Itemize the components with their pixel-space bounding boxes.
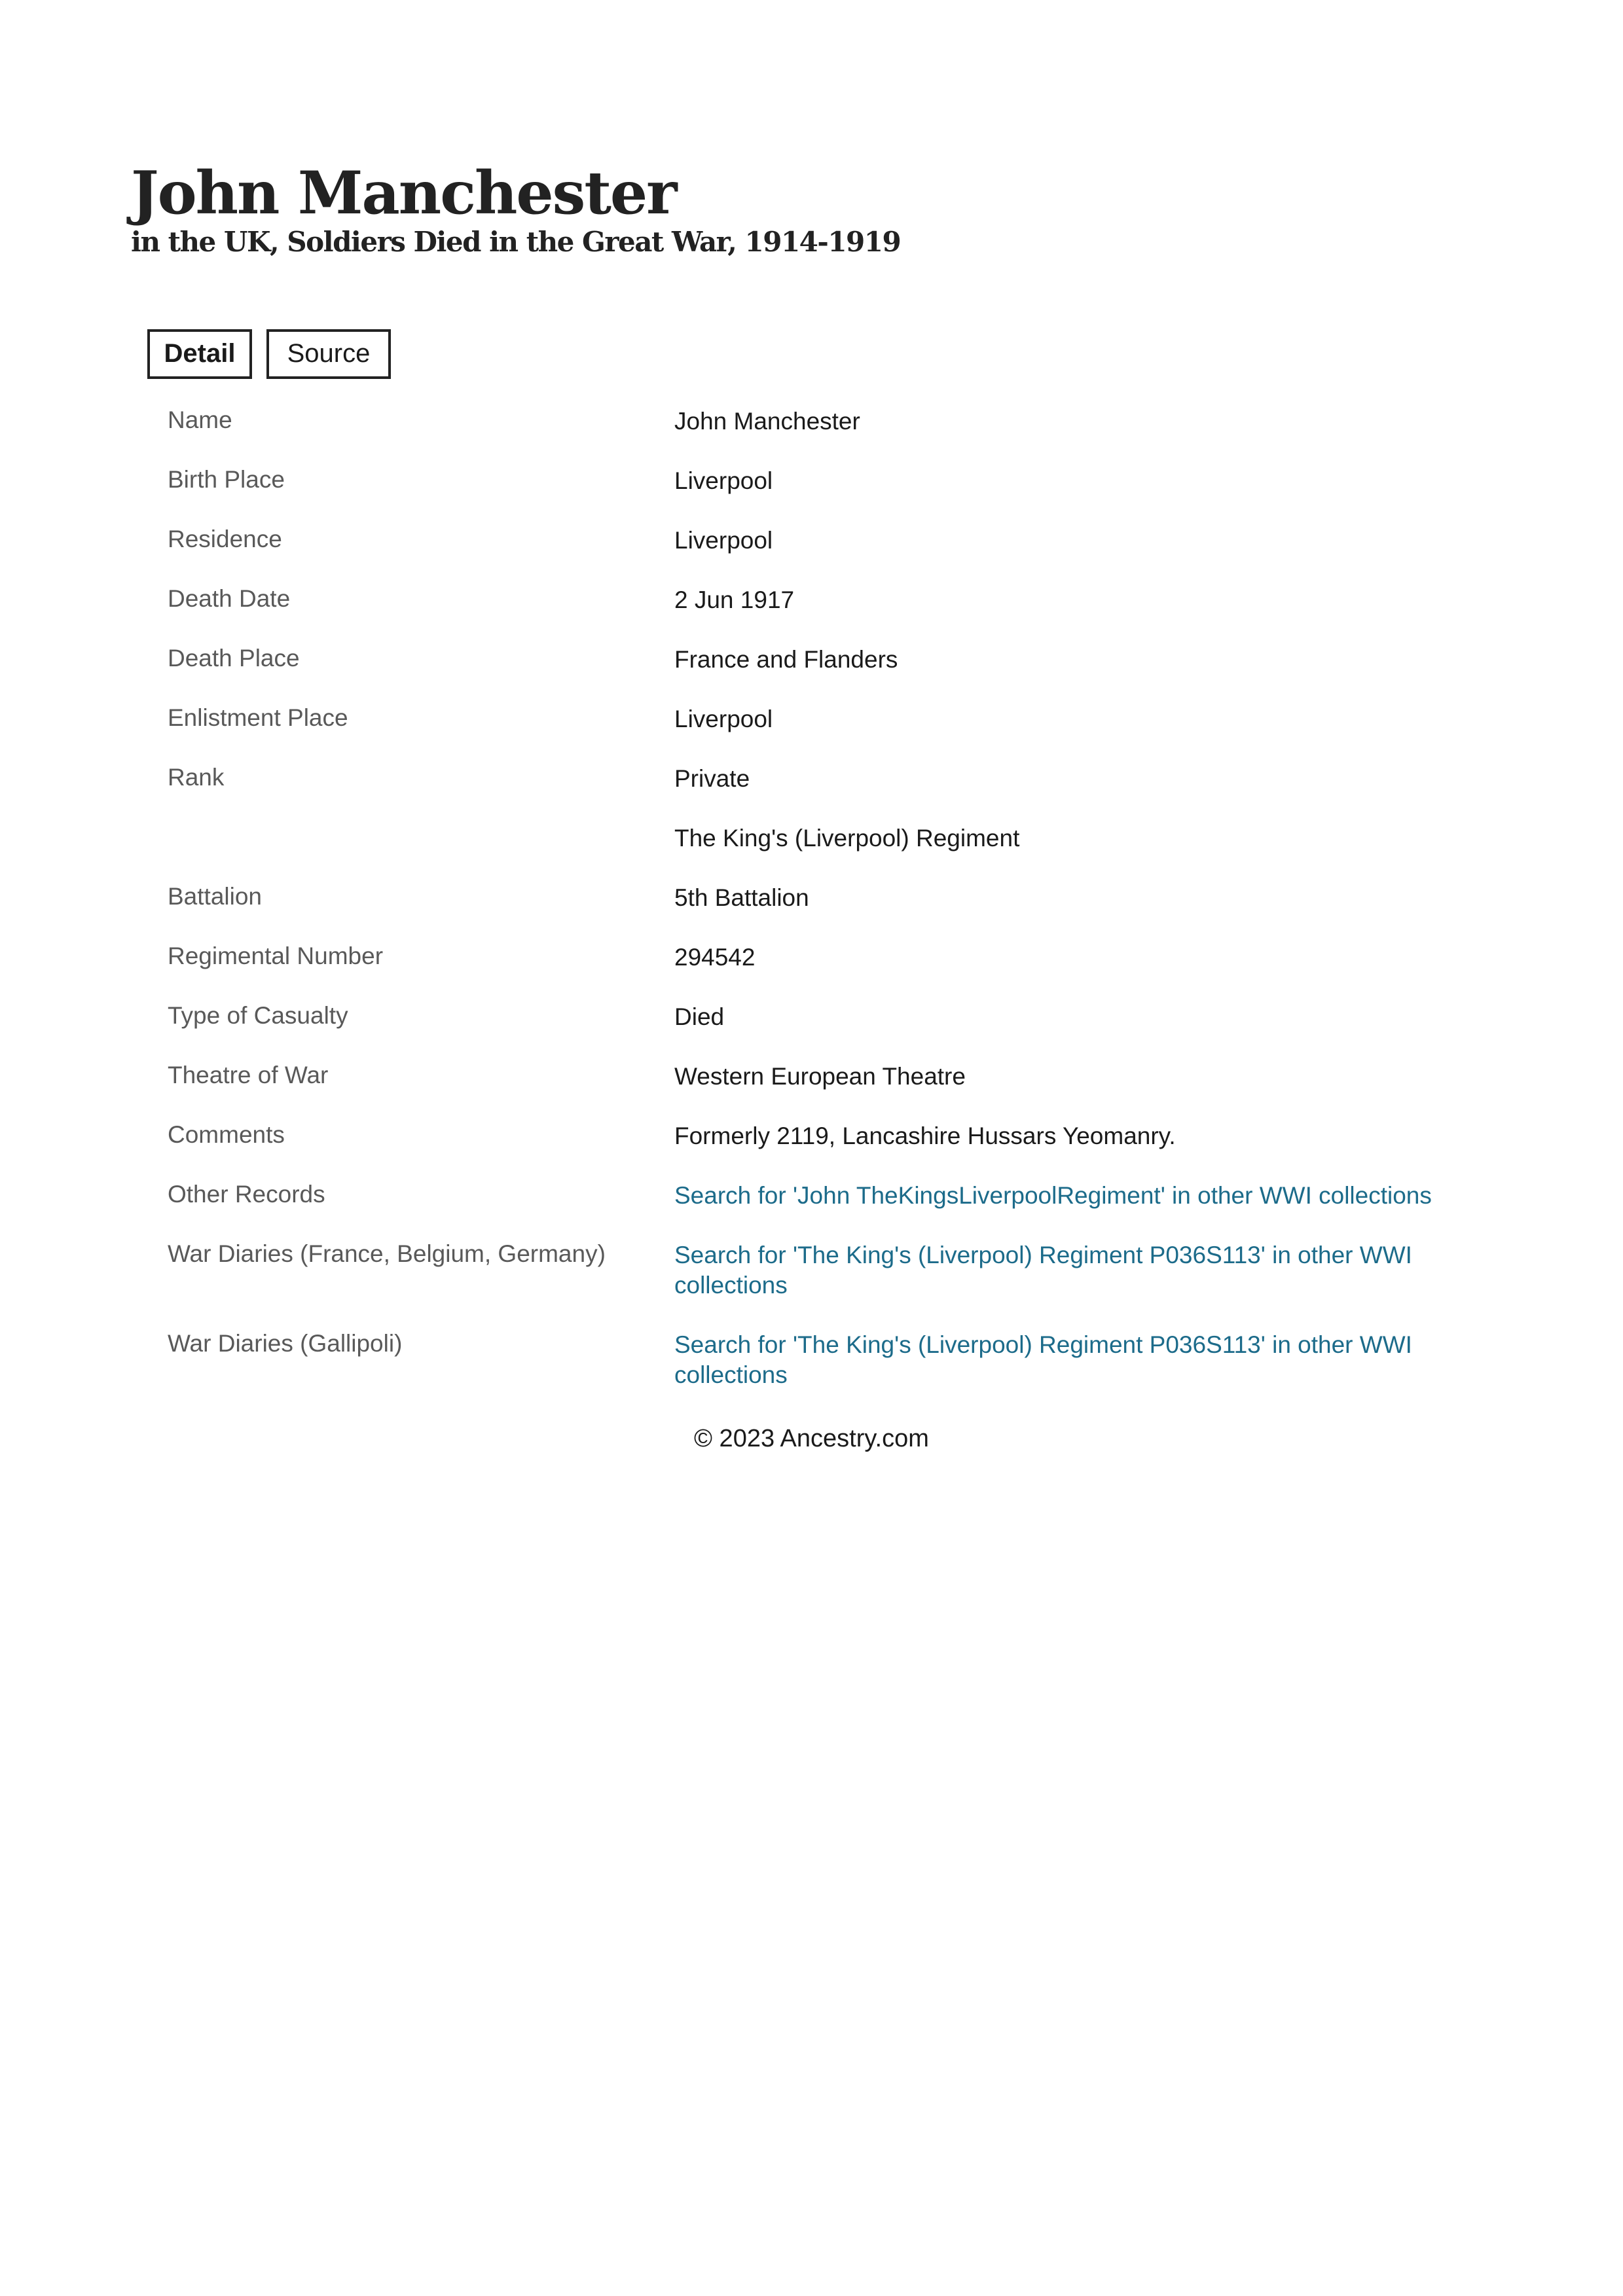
enlistment-place-value: Liverpool [674, 706, 773, 732]
name-value: John Manchester [674, 408, 860, 435]
war-diaries-gallipoli-search-link[interactable]: Search for 'The King's (Liverpool) Regiment P036S113' in other WWI collections [674, 1331, 1412, 1388]
name-label: Name [168, 406, 232, 433]
regiment-value: The King's (Liverpool) Regiment [674, 825, 1020, 852]
battalion-value: 5th Battalion [674, 884, 809, 911]
birth-place-label: Birth Place [168, 466, 285, 493]
birth-place-value: Liverpool [674, 467, 773, 494]
other-records-search-link[interactable]: Search for 'John TheKingsLiverpoolRegiment' in other WWI collections [674, 1182, 1432, 1209]
residence-value: Liverpool [674, 527, 773, 554]
type-of-casualty-label: Type of Casualty [168, 1002, 348, 1029]
enlistment-place-label: Enlistment Place [168, 704, 348, 731]
regimental-number-label: Regimental Number [168, 942, 384, 969]
death-place-value: France and Flanders [674, 646, 898, 673]
copyright-footer: © 2023 Ancestry.com [694, 1425, 929, 1452]
death-date-value: 2 Jun 1917 [674, 586, 795, 613]
battalion-label: Battalion [168, 883, 262, 910]
comments-value: Formerly 2119, Lancashire Hussars Yeomanry. [674, 1122, 1176, 1149]
death-date-label: Death Date [168, 585, 291, 612]
comments-label: Comments [168, 1121, 285, 1148]
page-title: John Manchester [131, 158, 676, 228]
regimental-number-value: 294542 [674, 944, 756, 971]
war-diaries-gallipoli-label: War Diaries (Gallipoli) [168, 1330, 403, 1357]
theatre-of-war-value: Western European Theatre [674, 1063, 966, 1090]
theatre-of-war-label: Theatre of War [168, 1062, 329, 1088]
rank-value: Private [674, 765, 750, 792]
death-place-label: Death Place [168, 645, 300, 672]
collection-subtitle: in the UK, Soldiers Died in the Great War, 1914-1919 [131, 226, 901, 258]
war-diaries-france-label: War Diaries (France, Belgium, Germany) [168, 1240, 606, 1267]
rank-label: Rank [168, 764, 225, 791]
type-of-casualty-value: Died [674, 1003, 725, 1030]
tab-detail[interactable]: Detail [147, 329, 252, 379]
tab-source[interactable]: Source [266, 329, 391, 379]
residence-label: Residence [168, 526, 282, 552]
other-records-label: Other Records [168, 1181, 325, 1208]
war-diaries-france-search-link[interactable]: Search for 'The King's (Liverpool) Regiment P036S113' in other WWI collections [674, 1242, 1412, 1299]
